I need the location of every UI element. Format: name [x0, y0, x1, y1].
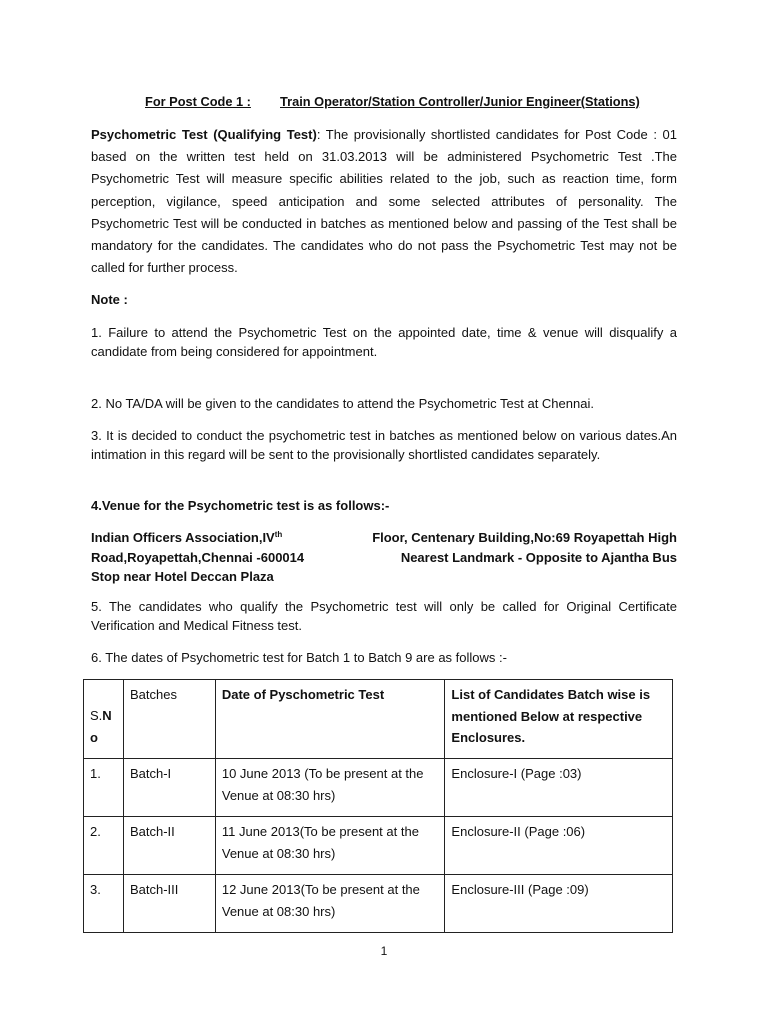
row-date: 11 June 2013(To be present at the Venue at 08:30 hrs) — [215, 817, 445, 875]
note-6: 6. The dates of Psychometric test for Batch 1 to Batch 9 are as follows :- — [91, 650, 507, 665]
note-label: Note : — [91, 292, 128, 307]
row-batch: Batch-III — [123, 875, 215, 933]
table-row — [84, 759, 673, 817]
post-title: Train Operator/Station Controller/Junior Engineer(Stations) — [280, 94, 640, 109]
sno-header-b: N — [102, 708, 112, 723]
row-enclosure: Enclosure-III (Page :09) — [445, 875, 673, 933]
row-batch: Batch-II — [123, 817, 215, 875]
table-header-row — [84, 680, 673, 759]
intro-paragraph — [91, 124, 677, 279]
venue-line-2a: Road,Royapettah,Chennai -600014 — [91, 549, 305, 565]
sno-header-c: o — [90, 729, 98, 745]
venue-superscript: th — [274, 530, 283, 539]
row-batch: Batch-I — [123, 759, 215, 817]
row-sno: 1. — [84, 759, 124, 817]
date-header: Date of Pyschometric Test — [215, 680, 445, 759]
sno-header-a: S. — [90, 708, 103, 723]
table-row — [84, 817, 673, 875]
venue-line-1b: Floor, Centenary Building,No:69 Royapettah High — [372, 530, 677, 545]
venue-line-3: Stop near Hotel Deccan Plaza — [91, 569, 274, 584]
venue-line-2 — [91, 548, 677, 568]
venue-line-1a: Indian Officers Association,IV — [91, 530, 275, 545]
note-1: 1. Failure to attend the Psychometric Test on the appointed date, time & venue will disqualify a candidate from being considered for appointment. — [91, 325, 677, 359]
row-enclosure: Enclosure-II (Page :06) — [445, 817, 673, 875]
row-enclosure: Enclosure-I (Page :03) — [445, 759, 673, 817]
note-3: 3. It is decided to conduct the psychometric test in batches as mentioned below on various dates.An intimation in this regard will be sent to the provisionally shortlisted candidates separately. — [91, 428, 677, 462]
row-date: 10 June 2013 (To be present at the Venue at 08:30 hrs) — [215, 759, 445, 817]
note-2: 2. No TA/DA will be given to the candidates to attend the Psychometric Test at Chennai. — [91, 396, 594, 411]
venue-line-1 — [91, 528, 677, 548]
list-header: List of Candidates Batch wise is mentioned Below at respective Enclosures. — [445, 680, 673, 759]
page-number: 1 — [380, 944, 388, 958]
note-5: 5. The candidates who qualify the Psychometric test will only be called for Original Certificate Verification and Medical Fitness test. — [91, 599, 677, 633]
row-sno: 2. — [84, 817, 124, 875]
note-4-venue-heading: 4.Venue for the Psychometric test is as follows:- — [91, 498, 390, 513]
table-row — [84, 875, 673, 933]
row-date: 12 June 2013(To be present at the Venue at 08:30 hrs) — [215, 875, 445, 933]
venue-address — [91, 528, 677, 587]
batch-schedule-table — [83, 679, 673, 933]
post-code-label: For Post Code 1 : — [145, 94, 251, 109]
intro-lead: Psychometric Test (Qualifying Test) — [91, 127, 317, 142]
intro-body: : The provisionally shortlisted candidates for Post Code : 01 based on the written test held on 31.03.2013 will be administered Psychometric Test .The Psychometric Test will measure specific abilities related to the job, such as reaction time, form perception, vigilance, speed anticipation and some selected attributes of personality. The Psychometric Test will be conducted in batches as mentioned below and passing of the Test shall be mandatory for the candidates. The candidates who do not pass the Psychometric Test may not be called for further process. — [91, 127, 677, 276]
batches-header: Batches — [123, 680, 215, 759]
venue-line-2b: Nearest Landmark - Opposite to Ajantha Bus — [400, 549, 677, 565]
row-sno: 3. — [84, 875, 124, 933]
sno-header — [84, 680, 124, 759]
